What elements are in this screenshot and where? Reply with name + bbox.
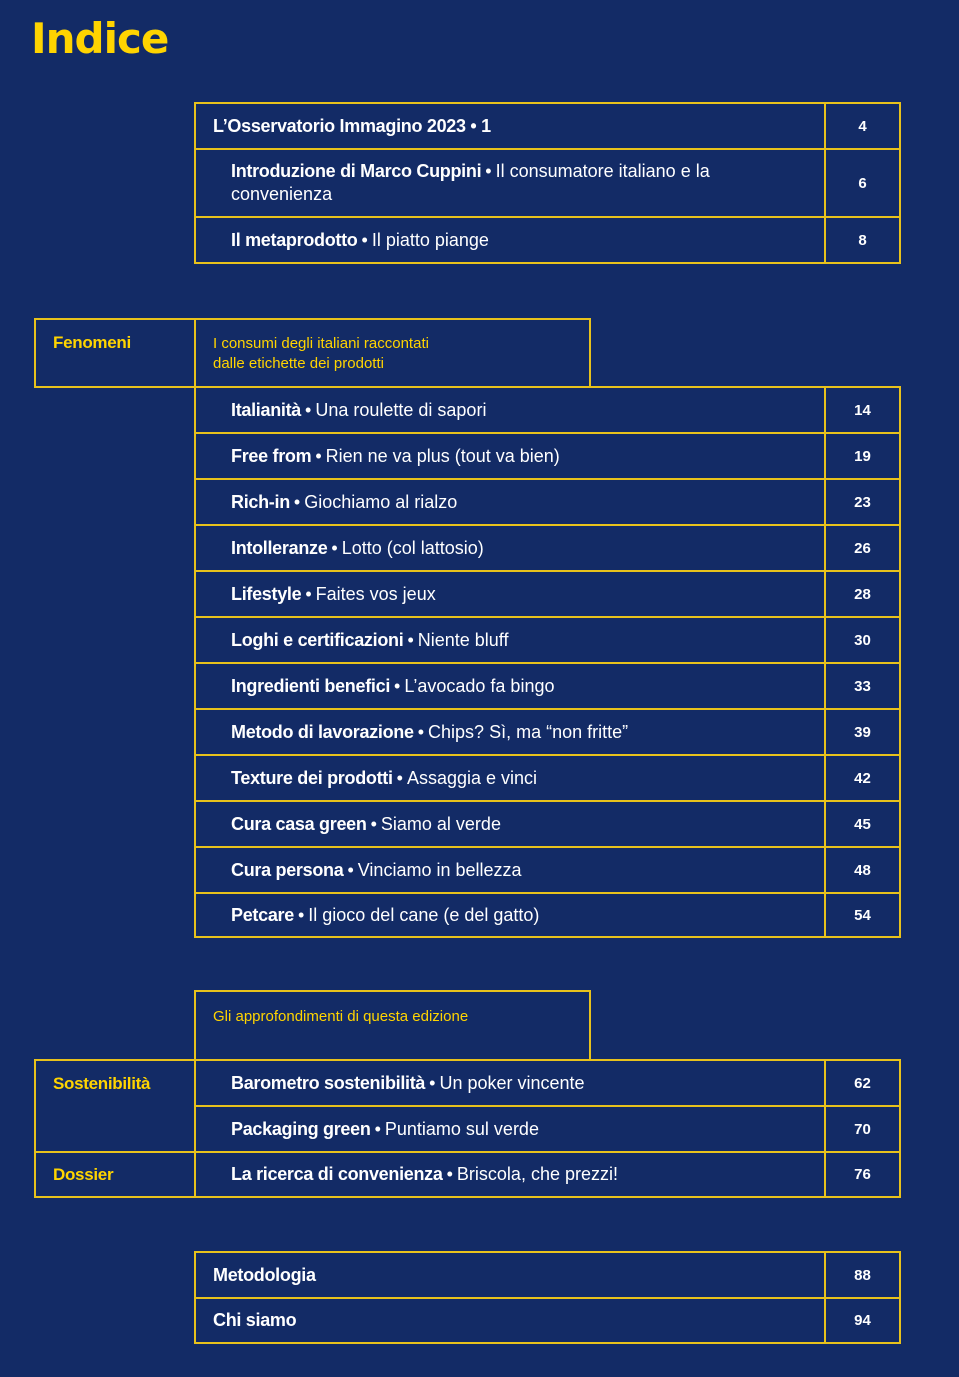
toc-entry-metaprodotto[interactable] xyxy=(194,216,901,264)
entry-title: Loghi e certificazioni xyxy=(231,629,404,650)
entry-title: Barometro sostenibilità xyxy=(231,1072,426,1093)
page-number: 54 xyxy=(824,894,899,936)
bullet-separator: • xyxy=(293,491,301,512)
entry-title: Metodologia xyxy=(213,1264,316,1285)
bullet-separator: • xyxy=(361,229,368,250)
bullet-separator: • xyxy=(347,859,354,880)
entry-title: Chi siamo xyxy=(213,1310,297,1330)
entry-subtitle: Siamo al verde xyxy=(380,813,501,834)
entry-subtitle: Una roulette di sapori xyxy=(315,399,487,420)
entry-title: Cura casa green xyxy=(231,813,367,834)
section-label-dossier: Dossier xyxy=(53,1165,114,1184)
page-number: 4 xyxy=(824,104,899,148)
page-number: 39 xyxy=(824,710,899,754)
bullet-separator: • xyxy=(370,813,377,834)
toc-entry-introduzione[interactable] xyxy=(194,148,901,218)
bullet-separator: • xyxy=(485,161,492,181)
bullet-separator: • xyxy=(407,629,414,650)
page-number: 42 xyxy=(824,756,899,800)
entry-title: La ricerca di convenienza xyxy=(231,1164,443,1184)
bullet-separator: • xyxy=(305,399,312,420)
bullet-separator: • xyxy=(446,1164,453,1184)
toc-entry-cura-casa-green[interactable] xyxy=(194,800,901,848)
entry-subtitle: Briscola, che prezzi! xyxy=(456,1164,618,1184)
page-number: 8 xyxy=(824,218,899,262)
section-description-approfondimenti: Gli approfondimenti di questa edizione xyxy=(213,1008,469,1025)
entry-subtitle: Chips? Sì, ma “non fritte” xyxy=(428,721,629,742)
entry-subtitle: Puntiamo sul verde xyxy=(384,1118,539,1139)
page-number: 94 xyxy=(824,1299,899,1342)
description-line: I consumi degli italiani raccontati xyxy=(213,335,429,352)
bullet-separator: • xyxy=(429,1072,436,1093)
entry-subtitle: Assaggia e vinci xyxy=(406,767,538,788)
toc-entry-rich-in[interactable] xyxy=(194,478,901,526)
bullet-separator: • xyxy=(417,721,425,742)
bullet-separator: • xyxy=(394,675,401,696)
entry-title: Cura persona xyxy=(231,859,344,880)
entry-subtitle: Un poker vincente xyxy=(439,1072,585,1093)
page-number: 48 xyxy=(824,848,899,892)
toc-entry-packaging-green[interactable] xyxy=(194,1105,901,1153)
toc-entry-ingredienti-benefici[interactable] xyxy=(194,662,901,710)
entry-title: Petcare xyxy=(231,904,294,925)
entry-subtitle: L’avocado fa bingo xyxy=(404,675,555,696)
bullet-separator: • xyxy=(331,537,338,558)
entry-title: L’Osservatorio Immagino 2023 • 1 xyxy=(213,115,491,136)
toc-entry-free-from[interactable] xyxy=(194,432,901,480)
description-line: dalle etichette dei prodotti xyxy=(213,355,384,372)
entry-title: Metodo di lavorazione xyxy=(231,721,414,742)
bullet-separator: • xyxy=(374,1118,381,1139)
page-number: 6 xyxy=(824,150,899,216)
page-number: 14 xyxy=(824,388,899,432)
page-number: 28 xyxy=(824,572,899,616)
toc-entry-texture-prodotti[interactable] xyxy=(194,754,901,802)
bullet-separator: • xyxy=(396,767,403,788)
toc-entry-petcare[interactable] xyxy=(194,892,901,938)
section-description-fenomeni xyxy=(213,334,429,374)
page-number: 30 xyxy=(824,618,899,662)
page-number: 33 xyxy=(824,664,899,708)
page-title: Indice xyxy=(31,14,169,63)
toc-entry-metodologia[interactable] xyxy=(194,1251,901,1299)
entry-subtitle: Niente bluff xyxy=(417,629,509,650)
toc-entry-cura-persona[interactable] xyxy=(194,846,901,894)
toc-entry-osservatorio[interactable] xyxy=(194,102,901,150)
entry-subtitle: Rien ne va plus (tout va bien) xyxy=(325,445,560,466)
entry-title: Texture dei prodotti xyxy=(231,767,393,788)
page-number: 26 xyxy=(824,526,899,570)
entry-title: Intolleranze xyxy=(231,537,328,558)
entry-subtitle: Faites vos jeux xyxy=(315,583,436,604)
entry-title: Packaging green xyxy=(231,1118,371,1139)
page-number: 62 xyxy=(824,1061,899,1105)
entry-title: Introduzione di Marco Cuppini xyxy=(231,161,482,181)
entry-subtitle: Giochiamo al rialzo xyxy=(304,491,458,512)
entry-subtitle: Il piatto piange xyxy=(371,229,489,250)
section-label-fenomeni: Fenomeni xyxy=(53,333,131,352)
entry-title: Ingredienti benefici xyxy=(231,675,391,696)
entry-title: Rich-in xyxy=(231,491,290,512)
entry-subtitle: Vinciamo in bellezza xyxy=(357,859,522,880)
entry-title: Free from xyxy=(231,445,312,466)
bullet-separator: • xyxy=(305,583,312,604)
entry-title: Lifestyle xyxy=(231,583,302,604)
page-number: 76 xyxy=(824,1153,899,1196)
page-number: 19 xyxy=(824,434,899,478)
section-label-box-fenomeni xyxy=(34,318,196,388)
page-number: 23 xyxy=(824,480,899,524)
bullet-separator: • xyxy=(315,445,322,466)
bullet-separator: • xyxy=(297,904,305,925)
page-number: 70 xyxy=(824,1107,899,1151)
entry-subtitle: Il consumatore italiano e la convenienza xyxy=(231,161,710,204)
page-number: 45 xyxy=(824,802,899,846)
toc-entry-intolleranze[interactable] xyxy=(194,524,901,572)
page-number: 88 xyxy=(824,1253,899,1297)
toc-entry-barometro-sostenibilita[interactable] xyxy=(194,1059,901,1107)
section-label-sostenibilita: Sostenibilità xyxy=(53,1074,151,1093)
toc-entry-loghi-certificazioni[interactable] xyxy=(194,616,901,664)
toc-entry-italianita[interactable] xyxy=(194,386,901,434)
toc-entry-chi-siamo[interactable] xyxy=(194,1297,901,1344)
toc-entry-lifestyle[interactable] xyxy=(194,570,901,618)
entry-subtitle: Lotto (col lattosio) xyxy=(341,537,484,558)
toc-entry-ricerca-convenienza[interactable] xyxy=(194,1151,901,1198)
toc-entry-metodo-lavorazione[interactable] xyxy=(194,708,901,756)
entry-title: Italianità xyxy=(231,399,302,420)
entry-title: Il metaprodotto xyxy=(231,229,358,250)
entry-subtitle: Il gioco del cane (e del gatto) xyxy=(308,904,540,925)
